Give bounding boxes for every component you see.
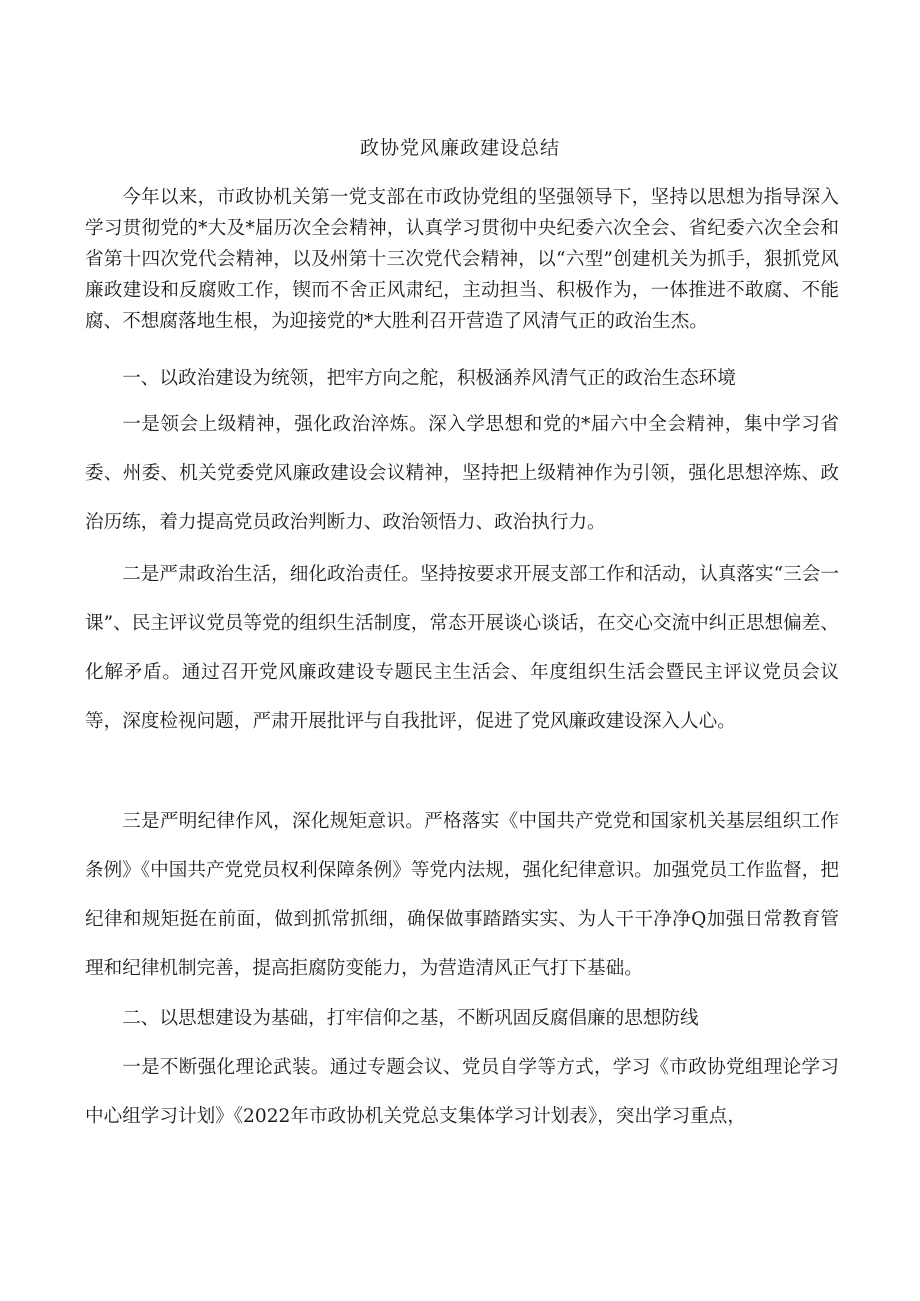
section1-item3-paragraph: 三是严明纪律作风，深化规矩意识。严格落实《中国共产党党和国家机关基层组织工作条例》《中国共产党党员权利保障条例》等党内法规，强化纪律意识。加强党员工作监督，把纪律和规矩挺在前面，做到抓常抓细，确保做事踏踏实实、为人干干净净Q加强日常教育管理和纪律机制完善，提高拒腐防变能力，为营造清风正气打下基础。 xyxy=(85,811,839,979)
document-title: 政协党风廉政建设总结 xyxy=(359,137,560,159)
section1-item2-paragraph: 二是严肃政治生活，细化政治责任。坚持按要求开展支部工作和活动，认真落实“三会一课”、民主评议党员等党的组织生活制度，常态开展谈心谈话，在交心交流中纠正思想偏差、化解矛盾。通过召开党风廉政建设专题民主生活会、年度组织生活会暨民主评议党员会议等，深度检视问题，严肃开展批评与自我批评，促进了党风廉政建设深入人心。 xyxy=(85,564,839,732)
section2-item1-paragraph: 一是不断强化理论武装。通过专题会议、党员自学等方式，学习《市政协党组理论学习中心组学习计划》《2022年市政协机关党总支集体学习计划表》，突出学习重点， xyxy=(85,1057,839,1127)
intro-paragraph: 今年以来，市政协机关第一党支部在市政协党组的坚强领导下，坚持以思想为指导深入学习贯彻党的*大及*届历次全会精神，认真学习贯彻中央纪委六次全会、省纪委六次全会和省第十四次党代会精神，以及州第十三次党代会精神，以“六型”创建机关为抓手，狠抓党风廉政建设和反腐败工作，锲而不舍正风肃纪，主动担当、积极作为，一体推进不敢腐、不能腐、不想腐落地生根，为迎接党的*大胜利召开营造了风清气正的政治生杰。 xyxy=(85,187,839,332)
section-heading-1: 一、以政治建设为统领，把牢方向之舵，积极涵养风清气正的政治生态环境 xyxy=(122,368,736,389)
section1-item1-paragraph: 一是领会上级精神，强化政治淬炼。深入学思想和党的*届六中全会精神，集中学习省委、州委、机关党委党风廉政建设会议精神，坚持把上级精神作为引领，强化思想淬炼、政治历练，着力提高党员政治判断力、政治领悟力、政治执行力。 xyxy=(85,414,839,533)
section-heading-2: 二、以思想建设为基础，打牢信仰之基，不断巩固反腐倡廉的思想防线 xyxy=(122,1008,699,1029)
